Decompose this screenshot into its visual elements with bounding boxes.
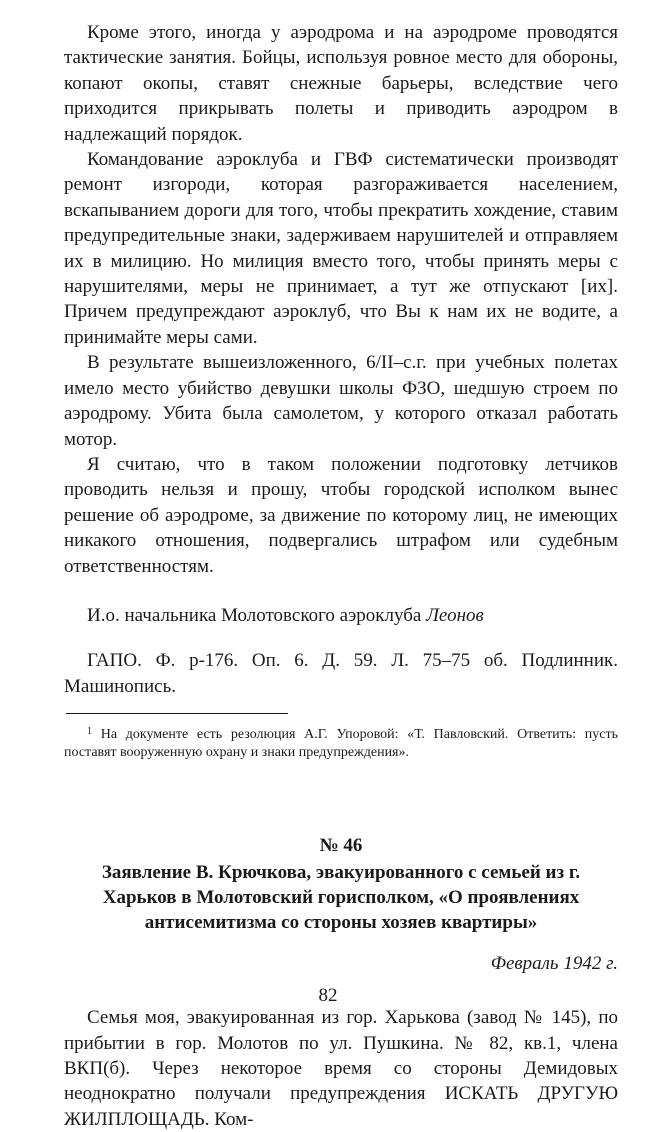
signature-name: Леонов [426, 604, 484, 626]
document-date: Февраль 1942 г. [490, 953, 618, 975]
signature-title: И.о. начальника Молотовского аэроклуба [87, 604, 427, 626]
page-number: 82 [318, 985, 338, 1006]
book-page [64, 20, 618, 1132]
footnote [64, 723, 618, 761]
paragraph-request: Я считаю, что в таком положении подготовку летчиков проводить нельзя и прошу, чтобы городской исполком вынес решение об аэродроме, за движение по которому лиц, не имеющих никакого отношения, подвергались штрафом или судебным ответственностям. [64, 453, 618, 577]
paragraph-fence-repair: Командование аэроклуба и ГВФ систематически производят ремонт изгороди, которая разгораживается населением, вскапыванием дороги для того, чтобы прекратить хождение, ставим предупредительные знаки, задерживаем нарушителей и отправляем их в милицию. Но милиция вместо того, чтобы принять меры с нарушителями, меры не принимает, а тут же отпускают [их]. Причем предупреждают аэроклуб, что Вы к нам их не водите, а принимайте меры сами. [64, 149, 618, 348]
footnote-text: На документе есть резолюция А.Г. Упоровой: «Т. Павловский. Ответить: пусть поставят вооруженную охрану и знаки предупреждения». [64, 727, 618, 760]
signature-line [64, 603, 618, 628]
paragraph-incident: В результате вышеизложенного, 6/II–с.г. при учебных полетах имело место убийство девушки школы ФЗО, шедшую строем по аэродрому. Убита была самолетом, у которого отказал работать мотор. [64, 352, 618, 450]
document-number: № 46 [319, 835, 363, 857]
paragraph-family-evacuation: Семья моя, эвакуированная из гор. Харькова (завод № 145), по прибытии в гор. Молотов по ул. Пушкина. № 82, кв.1, члена ВКП(б). Через некоторое время со стороны Демидовых неоднократно получали предупреждения ИСКАТЬ ДРУГУЮ ЖИЛПЛОЩАДЬ. Ком- [64, 1007, 618, 1130]
footnote-marker: 1 [87, 726, 92, 738]
archive-reference: ГАПО. Ф. р-176. Оп. 6. Д. 59. Л. 75–75 об. Подлинник. Машинопись. [64, 650, 618, 697]
paragraph-tactical-exercises: Кроме этого, иногда у аэродрома и на аэродроме проводятся тактические занятия. Бойцы, используя ровное место для обороны, копают окопы, ставят снежные барьеры, вследствие чего приходится прикрывать полеты и приводить аэродром в надлежащий порядок. [64, 22, 618, 145]
document-title: Заявление В. Крючкова, эвакуированного с семьей из г. Харьков в Молотовский горисполком, «О проявлениях антисемитизма со стороны хозяев квартиры» [101, 862, 581, 934]
footnote-divider [66, 713, 288, 714]
